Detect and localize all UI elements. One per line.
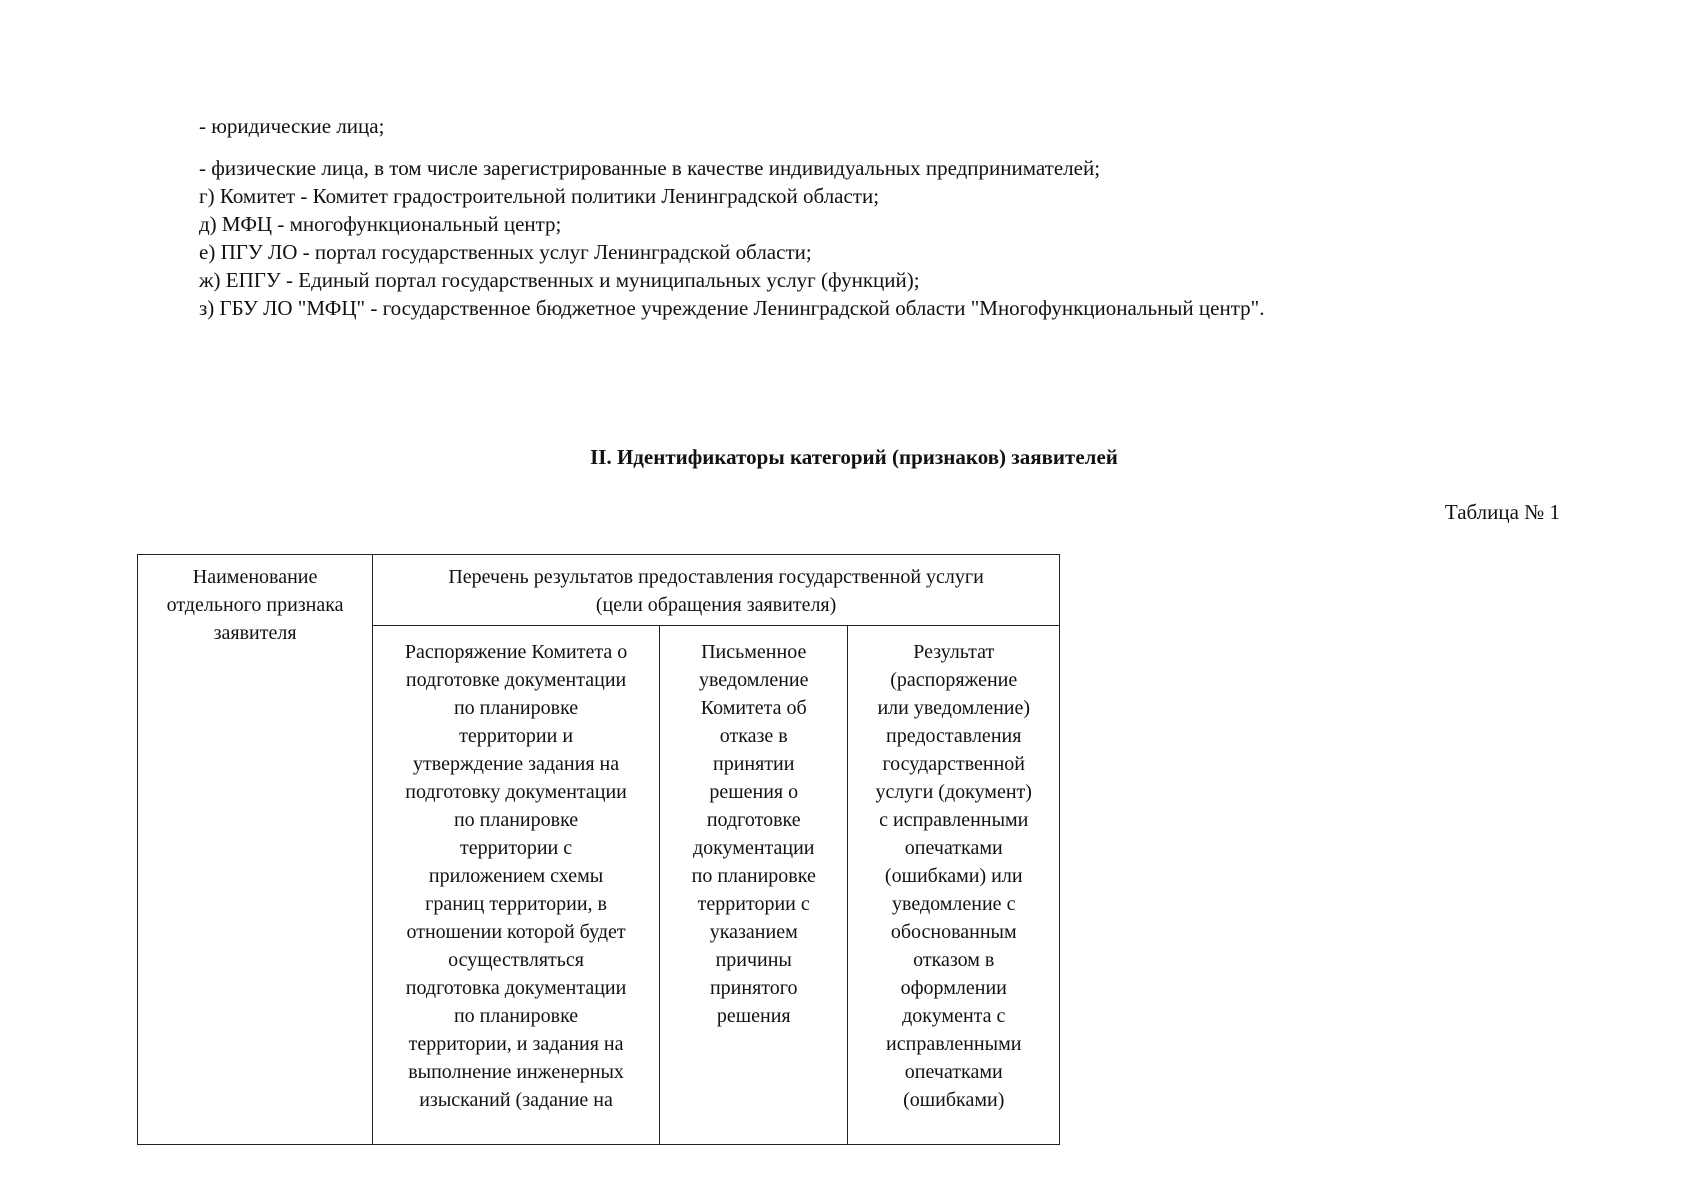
result-cell-correction xyxy=(848,626,1060,1145)
header-top-text: Перечень результатов предоставления государственной услуги (цели обращения заявителя) xyxy=(448,566,984,616)
list-item: - физические лица, в том числе зарегистрированные в качестве индивидуальных предпринимателей; xyxy=(199,156,1101,180)
table-label: Таблица № 1 xyxy=(1444,500,1560,524)
result-text-order: Распоряжение Комитета о подготовке документации по планировке территории и утверждение задания на подготовку документации по планировке территории с приложением схемы границ территории, в отношении которой будет осуществляться подготовка документации по планировке территории, и задания на выполнение инженерных изысканий (задание на xyxy=(404,641,628,1111)
list-item: г) Комитет - Комитет градостроительной политики Ленинградской области; xyxy=(199,184,880,208)
list-item: ж) ЕПГУ - Единый портал государственных и муниципальных услуг (функций); xyxy=(199,268,920,292)
header-left-text: Наименование отдельного признака заявителя xyxy=(166,566,344,644)
list-item: д) МФЦ - многофункциональный центр; xyxy=(199,212,562,236)
list-item: - юридические лица; xyxy=(199,114,385,138)
list-item: е) ПГУ ЛО - портал государственных услуг Ленинградской области; xyxy=(199,240,812,264)
result-cell-refusal xyxy=(659,626,848,1145)
identifiers-table xyxy=(137,554,1060,1145)
list-item: з) ГБУ ЛО "МФЦ" - государственное бюджетное учреждение Ленинградской области "Многофункциональный центр". xyxy=(199,296,1265,320)
header-left-cell xyxy=(138,555,373,1145)
result-cell-order xyxy=(373,626,660,1145)
header-top-cell xyxy=(373,555,1060,626)
section-title: II. Идентификаторы категорий (признаков) заявителей xyxy=(590,445,1118,469)
definitions-list xyxy=(199,112,1559,322)
result-text-refusal: Письменное уведомление Комитета об отказе в принятии решения о подготовке документации по планировке территории с указанием причины принятого решения xyxy=(691,641,816,1027)
result-text-correction: Результат (распоряжение или уведомление) предоставления государственной услуги (документ) с исправленными опечатками (ошибками) или уведомление с обоснованным отказом в оформлении документа с исправленными опечатками (ошибками) xyxy=(875,641,1032,1111)
